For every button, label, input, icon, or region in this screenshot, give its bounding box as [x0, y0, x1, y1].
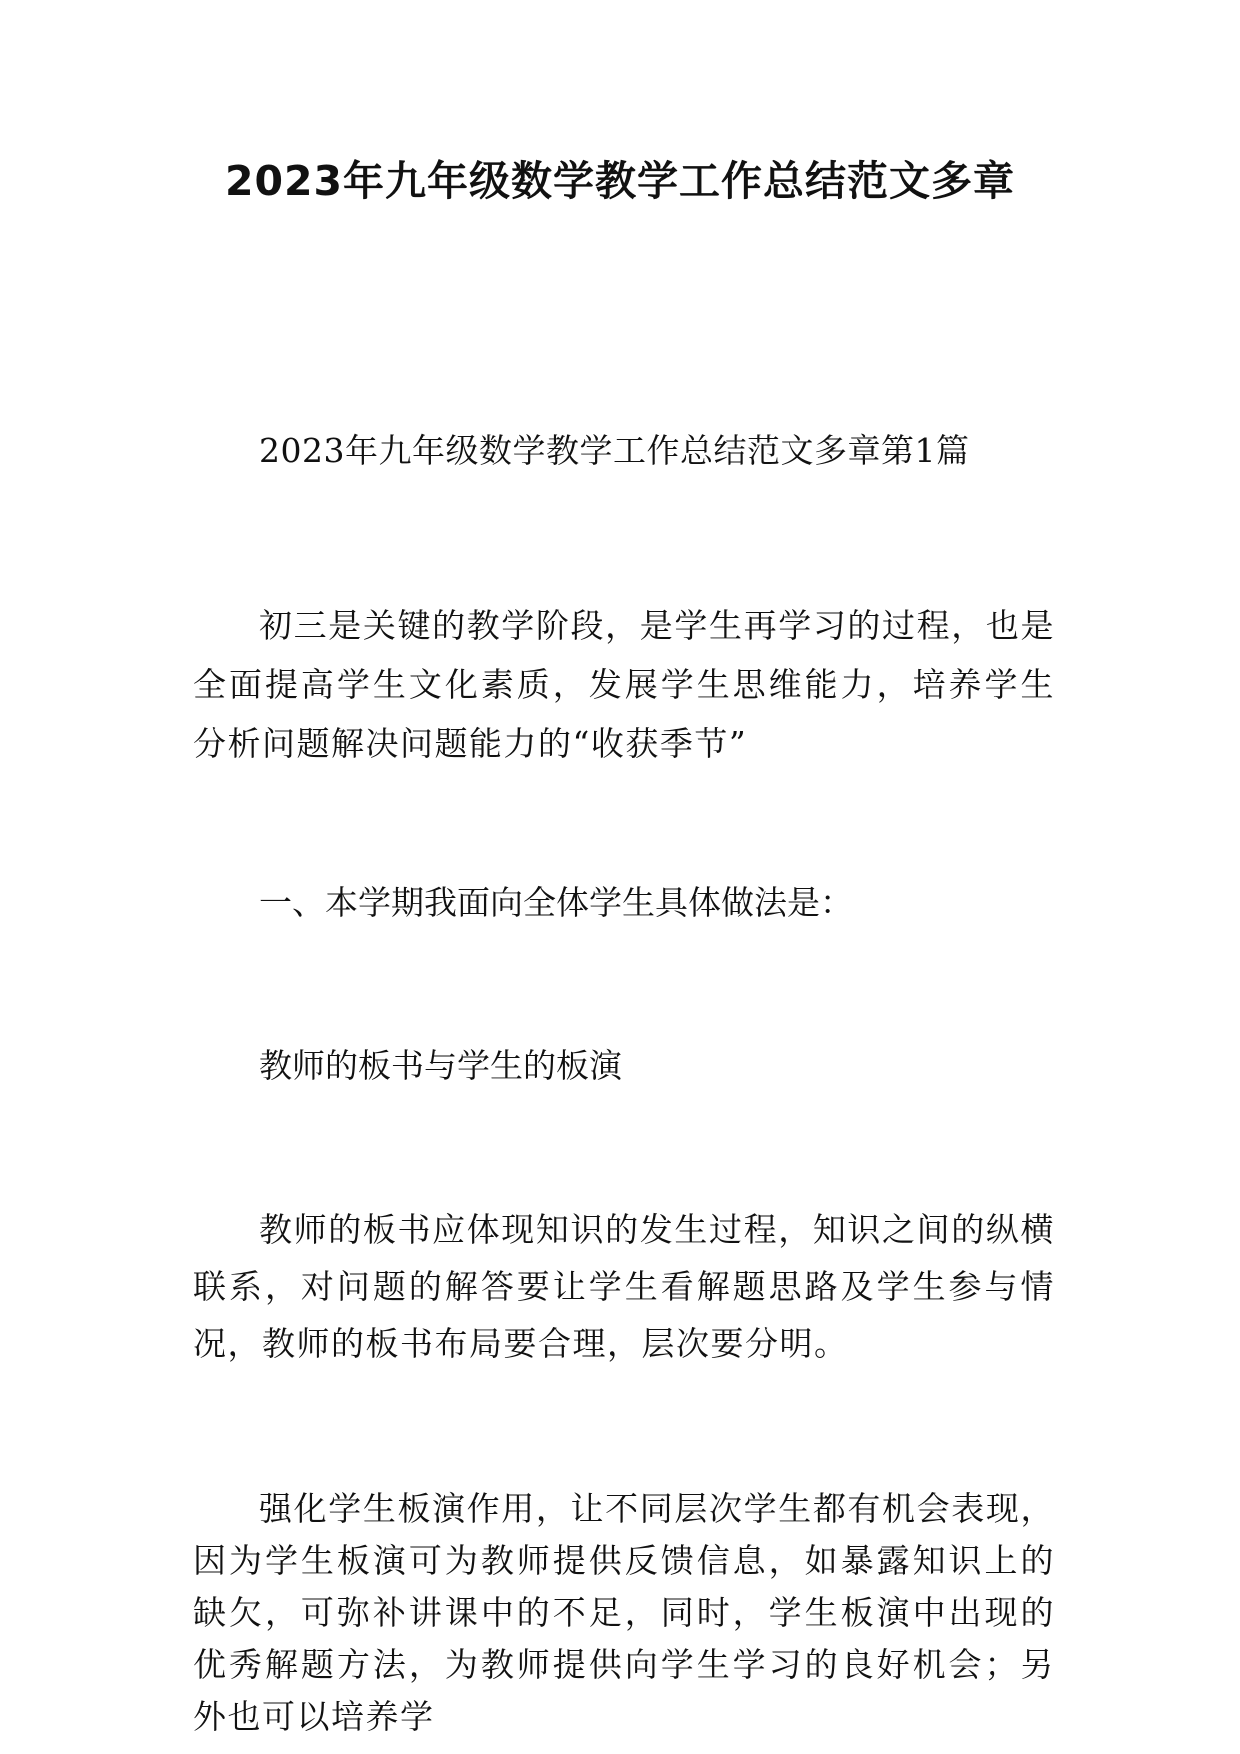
intro-paragraph: 初三是关键的教学阶段，是学生再学习的过程，也是全面提高学生文化素质，发展学生思维能力，培养学生分析问题解决问题能力的“收获季节” [193, 606, 1055, 763]
subheading: 教师的板书与学生的板演 [259, 1046, 622, 1085]
board-writing-paragraph: 教师的板书应体现知识的发生过程，知识之间的纵横联系，对问题的解答要让学生看解题思路及学生参与情况，教师的板书布局要合理，层次要分明。 [193, 1210, 1055, 1363]
article-subtitle: 2023年九年级数学教学工作总结范文多章第1篇 [259, 431, 970, 470]
section-heading: 一、本学期我面向全体学生具体做法是： [259, 883, 853, 922]
document-title: 2023年九年级数学教学工作总结范文多章 [224, 157, 1016, 205]
student-practice-paragraph: 强化学生板演作用，让不同层次学生都有机会表现，因为学生板演可为教师提供反馈信息，如暴露知识上的缺欠，可弥补讲课中的不足，同时，学生板演中出现的优秀解题方法，为教师提供向学生学习的良好机会；另外也可以培养学 [193, 1489, 1055, 1736]
